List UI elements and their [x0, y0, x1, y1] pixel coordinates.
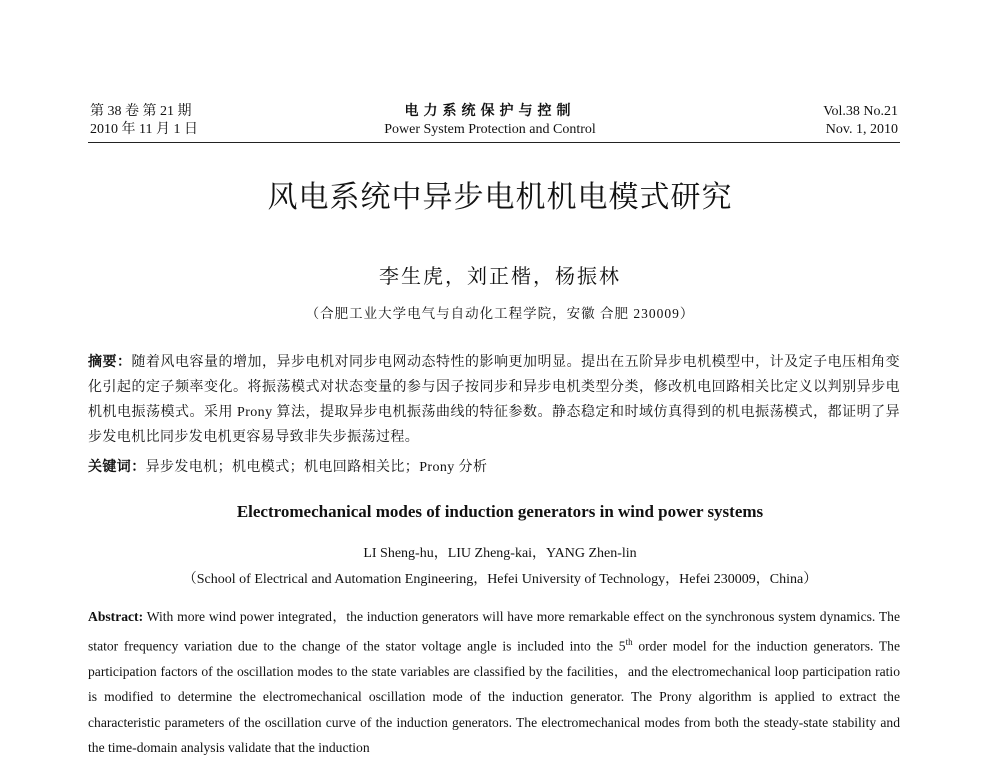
- abstract-en-superscript: th: [625, 636, 633, 647]
- header-vol-info: [823, 103, 898, 139]
- affiliation-cn: （合肥工业大学电气与自动化工程学院，安徽 合肥 230009）: [305, 306, 695, 321]
- abstract-en: [88, 604, 900, 761]
- keywords-cn-label: 关键词：: [88, 460, 146, 475]
- journal-name-cn: 电力系统保护与控制: [404, 104, 576, 119]
- header-vol-no: Vol.38 No.21: [823, 104, 898, 119]
- abstract-cn-label: 摘要：: [88, 355, 132, 370]
- header-volume-issue: 第 38 卷 第 21 期: [90, 104, 192, 119]
- affiliation-en: （School of Electrical and Automation Engineering，Hefei University of Technology，Hefei 230009，China）: [182, 572, 818, 587]
- abstract-en-label: Abstract:: [88, 609, 144, 624]
- abstract-en-text-2: order model for the induction generators. The participation factors of the oscillation modes to the state variables are classified by the facilities，and the electromechanical loop participation ratio is modified to determine the electromechanical oscillation mode of the induction generator. The Prony algorithm is applied to extract the characteristic parameters of the oscillation curve of the induction generators. The electromechanical modes from both the steady-state stability and the time-domain analysis validate that the induction: [88, 638, 900, 756]
- header-journal: [340, 103, 640, 139]
- header-rule: [88, 142, 900, 143]
- abstract-cn-text: 随着风电容量的增加，异步电机对同步电网动态特性的影响更加明显。提出在五阶异步电机模型中，计及定子电压相角变化引起的定子频率变化。将振荡模式对状态变量的参与因子按同步和异步电机类型分类，修改机电回路相关比定义以判别异步电机机电振荡模式。采用 Prony 算法，提取异步电机振荡曲线的特征参数。静态稳定和时域仿真得到的机电振荡模式，都证明了异步发电机比同步发电机更容易导致非失步振荡过程。: [88, 355, 901, 445]
- abstract-cn: [88, 350, 900, 450]
- journal-name-en: Power System Protection and Control: [384, 122, 596, 137]
- header-date-cn: 2010 年 11 月 1 日: [90, 122, 198, 137]
- keywords-cn: [88, 455, 900, 480]
- keywords-cn-text: 异步发电机；机电模式；机电回路相关比；Prony 分析: [145, 460, 488, 475]
- header-date-en: Nov. 1, 2010: [825, 122, 898, 137]
- authors-cn: 李生虎，刘正楷，杨振林: [379, 266, 621, 288]
- authors-en: LI Sheng-hu，LIU Zheng-kai，YANG Zhen-lin: [363, 546, 637, 561]
- abstract-en-text-1: With more wind power integrated，the induction generators will have more remarkable effect on the synchronous system dynamics. The stator frequency variation due to the change of the stator voltage angle is included into the 5: [88, 609, 900, 654]
- paper-title-en: Electromechanical modes of induction generators in wind power systems: [236, 502, 764, 521]
- header-issue-info: [90, 103, 198, 139]
- paper-title-cn: 风电系统中异步电机机电模式研究: [267, 180, 733, 215]
